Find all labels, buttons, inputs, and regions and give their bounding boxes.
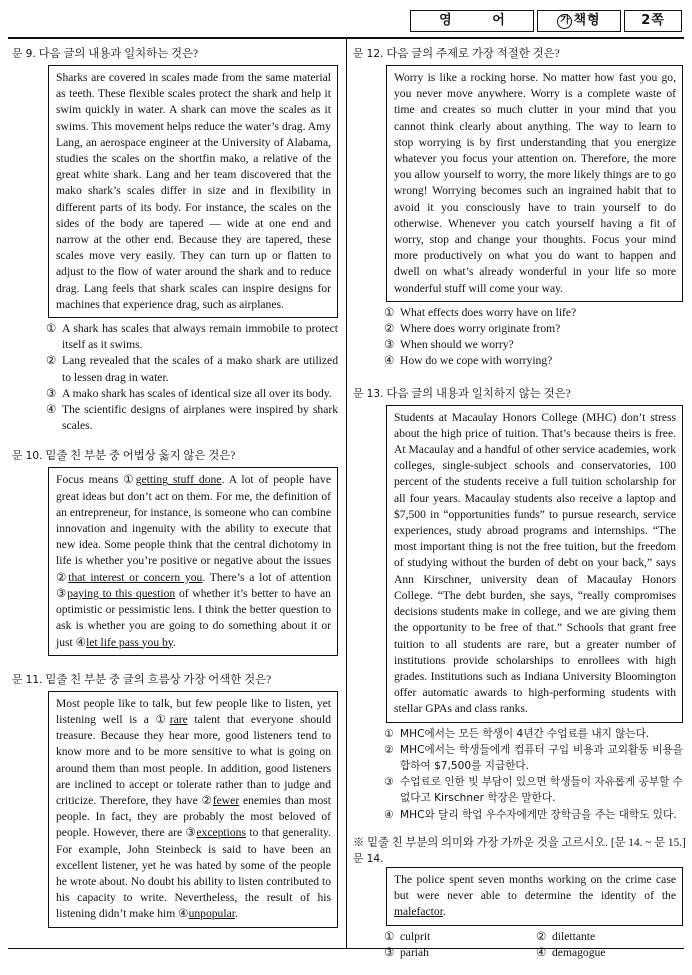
booklet-type-box <box>537 10 621 32</box>
option-number: ② <box>46 354 57 368</box>
option-number: ④ <box>46 403 57 417</box>
question-10-header <box>12 448 338 464</box>
question-9 <box>12 46 338 434</box>
option-text: 수업료로 인한 빚 부담이 있으면 학생들이 자유롭게 공부할 수 없다고 Kirschner 학장은 말한다. <box>400 776 683 805</box>
question-12-passage: Worry is like a rocking horse. No matter how fast you go, you never move anywhere. Worry is a complete waste of time and creates so much clutter in your mind that you cannot think clearly about anything. The way to learn to stop worrying is by first understanding that you energize whatever you focus your attention on. Therefore, the more you allow yourself to worry, the more likely things are to go wrong! Worrying becomes such an ingrained habit that to avoid it you consciously have to train yourself to do otherwise. Whenever you catch yourself having a fit of worry, stop and change your thoughts. Focus your mind more productively on what you do want to happen and dwell on what’s already wonderful in your life so more wonderful stuff will come your way. <box>386 65 683 302</box>
question-10 <box>12 448 338 655</box>
option-number: ③ <box>384 776 394 789</box>
option-text: What effects does worry have on life? <box>400 305 577 319</box>
question-13 <box>353 386 683 823</box>
passage-text: to that generality. For example, John Steinbeck is said to have been an excellent listener, yet he was hated by some of the people he wrote about. No doubt his ability to listen contributed to his capacity to write. Nevertheless, the result of his listening didn’t make him <box>56 826 331 921</box>
passage-text: . <box>442 905 446 919</box>
option-text: MHC에서는 학생들에게 컴퓨터 구입 비용과 교외활동 비용을 합하여 $7,500를 지급한다. <box>400 743 683 772</box>
underlined-word-2: fewer <box>212 793 240 807</box>
question-12-options <box>384 305 683 370</box>
question-13-option-4[interactable] <box>384 807 683 823</box>
underline-marker-4: ④ <box>75 635 87 649</box>
question-13-option-3[interactable] <box>384 774 683 806</box>
option-text: A mako shark has scales of identical size all over its body. <box>62 386 332 400</box>
question-13-option-2[interactable] <box>384 742 683 774</box>
question-13-prompt: 다음 글의 내용과 일치하지 않는 것은? <box>386 387 571 400</box>
question-12-option-3[interactable] <box>384 337 683 353</box>
option-text: demagogue <box>552 945 606 959</box>
question-9-label: 문 9. <box>12 48 36 60</box>
question-11 <box>12 672 338 928</box>
question-14 <box>353 851 683 961</box>
underline-marker-3: ③ <box>56 586 68 600</box>
page-header <box>410 10 682 32</box>
question-12-option-2[interactable] <box>384 321 683 337</box>
question-12-header <box>353 46 683 62</box>
underline-marker-1: ① <box>123 473 136 487</box>
option-text: MHC에서는 모든 학생이 4년간 수업료를 내지 않는다. <box>400 727 650 740</box>
question-14-option-3[interactable] <box>384 945 536 961</box>
question-14-options <box>384 929 683 961</box>
question-11-header <box>12 672 338 688</box>
option-number: ④ <box>384 808 394 821</box>
option-number: ③ <box>384 945 395 959</box>
underlined-word: malefactor <box>394 905 443 919</box>
passage-text: . A lot of people have great ideas but don’t act on them. For me, the definition of an entrepreneur, for instance, is someone who can combine innovation and ingenuity with the ability to execute that new idea. Some people think that the central dichotomy in life is whether you’re positive or negative about the issues <box>56 473 331 568</box>
option-number: ① <box>384 727 394 740</box>
option-text: culprit <box>400 929 431 943</box>
option-text: The scientific designs of airplanes were inspired by shark scales. <box>62 403 338 433</box>
question-9-prompt: 다음 글의 내용과 일치하는 것은? <box>38 48 199 60</box>
question-14-label: 문 14. <box>353 852 384 865</box>
option-text: Lang revealed that the scales of a mako shark are utilized to lessen drag in water. <box>62 354 338 384</box>
option-number: ③ <box>384 338 395 352</box>
option-text: A shark has scales that always remain immobile to protect itself as it swims. <box>62 322 338 352</box>
underlined-phrase-1: getting stuff done <box>135 473 222 487</box>
underline-marker-3: ③ <box>185 826 197 840</box>
option-number: ④ <box>384 354 395 368</box>
passage-text: of whether it’s better to have an optimistic or pessimistic lens. I think the better question to ask is whether you are going to do something about it or just <box>56 586 331 649</box>
question-9-passage: Sharks are covered in scales made from the same material as teeth. These flexible scales protect the shark and help it swim quickly in water. A shark can move the scales as it swims. This movement helps reduce the water’s drag. Amy Lang, an aerospace engineer at the University of Alabama, studies the scales on the shortfin mako, a relative of the great white shark. Lang and her team discovered that the mako shark’s scales differ in size and in flexibility in different parts of its body. For instance, the scales on the sides of the body are tapered — wide at one end and narrow at the other end. Because they are tapered, these scales move very easily. They can turn up or flatten to adjust to the flow of water around the shark and to reduce drag. Lang feels that shark scales can inspire designs for machines that experience drag, such as airplanes. <box>48 65 338 318</box>
question-9-header <box>12 46 338 62</box>
underlined-word-4: unpopular <box>188 907 235 921</box>
option-text: How do we cope with worrying? <box>400 354 553 368</box>
question-11-label: 문 11. <box>12 673 43 686</box>
right-column <box>353 46 686 973</box>
option-text: pariah <box>400 945 429 959</box>
option-text: MHC와 달리 학업 우수자에게만 장학금을 주는 대학도 있다. <box>400 808 677 821</box>
question-10-prompt: 밑줄 친 부분 중 어법상 옳지 않은 것은? <box>45 450 236 463</box>
passage-text: The police spent seven months working on the crime case but were never able to determine the identity of the <box>394 872 676 903</box>
instruction-range: [문 14. ~ 문 15.] <box>610 836 686 849</box>
question-13-option-1[interactable] <box>384 726 683 742</box>
question-12-option-1[interactable] <box>384 305 683 321</box>
passage-text: Focus means <box>56 473 124 487</box>
question-12-option-4[interactable] <box>384 353 683 369</box>
question-11-prompt: 밑줄 친 부분 중 글의 흐름상 가장 어색한 것은? <box>45 673 272 686</box>
question-14-header <box>353 851 683 867</box>
column-divider <box>346 37 347 949</box>
question-13-header <box>353 386 683 402</box>
instruction-note <box>353 835 686 851</box>
question-13-passage: Students at Macaulay Honors College (MHC) don’t stress about the high price of tuition. That’s because theirs is free. At Macaulay and a handful of other service academies, work colleges, single-subject schools and conservatories, 100 percent of the students receive a full tuition scholarship for all four years. Macaulay students also receive a laptop and $7,500 in “opportunities funds” to pursue research, service experiences, study abroad programs and internships. “The most important thing is not the free tuition, but the freedom of studying without the burden of debt on your back,” says Ann Kirschner, university dean of Macaulay Honors College. “The debt burden, she says, “really compromises decisions students make in college, and we are giving them the opportunity to be free of that.” Schools that grant free tuition to all students are rare, but a greater number of institutions provide scholarships to enrollees with high grades. Institutions such as Indiana University Bloomington offer automatic awards to high-performing students with stellar GPAs and class ranks. <box>386 405 683 723</box>
option-text: Where does worry originate from? <box>400 322 561 336</box>
option-number: ② <box>384 322 395 336</box>
underlined-phrase-2: that interest or concern you <box>68 570 203 584</box>
question-10-label: 문 10. <box>12 450 43 463</box>
option-number: ④ <box>536 945 547 959</box>
underline-marker-2: ② <box>201 793 213 807</box>
left-column <box>12 46 338 940</box>
underlined-word-3: exceptions <box>196 826 246 840</box>
passage-text: Most people like to talk, but few people like to listen, yet listening well is a <box>56 696 331 726</box>
option-number: ① <box>384 305 395 319</box>
question-14-option-1[interactable] <box>384 929 536 945</box>
underlined-phrase-4: let life pass you by <box>86 635 173 649</box>
question-14-passage <box>386 867 683 926</box>
question-13-label: 문 13. <box>353 387 384 400</box>
passage-text: enemies than most people. In fact, they are probably the most beloved of people. However, there are <box>56 793 331 840</box>
passage-text: . <box>234 907 238 921</box>
passage-text: . <box>172 635 176 649</box>
instruction-text: ※ 밑줄 친 부분의 의미와 가장 가까운 것을 고르시오. <box>353 836 608 849</box>
option-number: ② <box>536 929 547 943</box>
underline-marker-4: ④ <box>178 907 189 921</box>
page-number-box: 2쪽 <box>624 10 682 32</box>
option-number: ① <box>46 322 57 336</box>
booklet-mark: 가 <box>557 14 572 29</box>
question-9-options <box>46 321 338 434</box>
option-text: When should we worry? <box>400 338 514 352</box>
subject-box: 영 어 <box>410 10 534 32</box>
question-9-option-1[interactable] <box>46 321 338 353</box>
question-9-option-4[interactable] <box>46 402 338 434</box>
question-12-prompt: 다음 글의 주제로 가장 적절한 것은? <box>386 48 560 60</box>
underline-marker-1: ① <box>155 712 170 726</box>
option-number: ① <box>384 929 395 943</box>
question-11-passage <box>48 691 338 928</box>
passage-text: . There’s a lot of attention <box>202 570 331 584</box>
question-9-option-2[interactable] <box>46 353 338 385</box>
option-number: ② <box>384 743 394 756</box>
question-12 <box>353 46 683 370</box>
underlined-word-1: rare <box>169 712 188 726</box>
option-number: ③ <box>46 386 57 400</box>
question-9-option-3[interactable] <box>46 386 338 402</box>
question-13-options <box>384 726 683 823</box>
question-12-label: 문 12. <box>353 48 384 60</box>
underlined-phrase-3: paying to this question <box>67 586 176 600</box>
passage-text: talent that everyone should treasure. Because they hear more, good listeners tend to know more and to be more sensitive to what is going on around them than most people. In addition, good listeners are inclined to accept or tolerate rather than to judge and criticize. Therefore, they have <box>56 712 331 807</box>
question-14-option-2[interactable] <box>536 929 686 945</box>
underline-marker-2: ② <box>56 570 69 584</box>
booklet-label: 책형 <box>573 12 601 28</box>
question-14-option-4[interactable] <box>536 945 686 961</box>
question-10-passage <box>48 467 338 655</box>
option-text: dilettante <box>552 929 596 943</box>
